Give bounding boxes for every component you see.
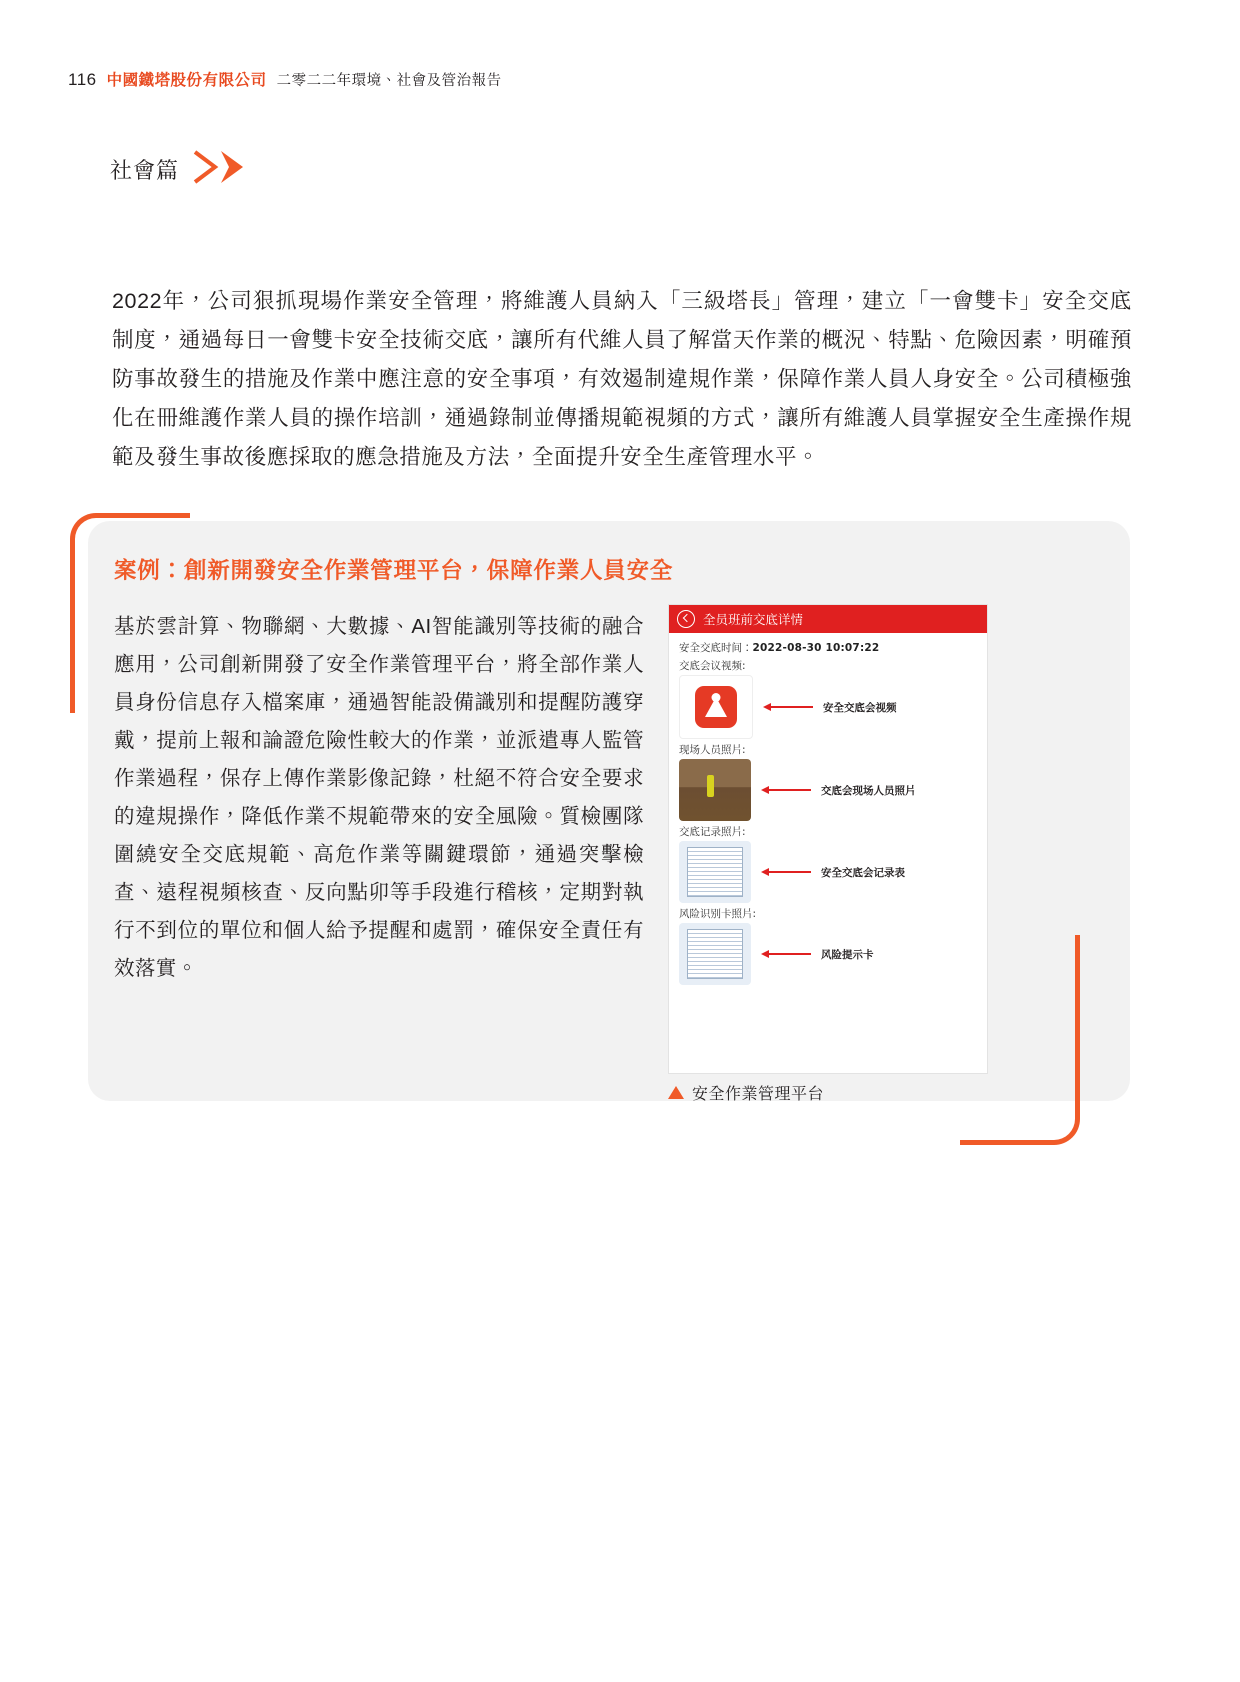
annotation-label-video: 安全交底会视频 <box>823 701 897 714</box>
app-video-icon[interactable] <box>679 675 753 739</box>
meta-time-row <box>679 640 977 655</box>
site-personnel-photo[interactable] <box>679 759 751 821</box>
screenshot-topbar-title: 全员班前交底详情 <box>703 612 804 627</box>
risk-card-photo[interactable] <box>679 923 751 985</box>
back-circle-icon[interactable] <box>677 610 695 628</box>
annotation-arrow-icon <box>757 949 815 959</box>
case-title: 案例：創新開發安全作業管理平台，保障作業人員安全 <box>114 558 674 583</box>
row-video <box>679 675 977 739</box>
row-label-risk: 风险识别卡照片: <box>679 908 757 920</box>
annotation-arrow-icon <box>759 702 817 712</box>
row-label-video: 交底会议视频: <box>679 660 746 672</box>
triangle-marker-icon <box>668 1086 684 1099</box>
annotation-label-risk: 风险提示卡 <box>821 948 874 961</box>
figure-caption-text: 安全作業管理平台 <box>692 1086 825 1103</box>
screenshot-body <box>669 633 987 985</box>
screenshot-topbar <box>669 605 987 633</box>
platform-screenshot <box>668 604 988 1074</box>
section-tag-label: 社會篇 <box>110 158 180 183</box>
row-label-record: 交底记录照片: <box>679 826 746 838</box>
figure-caption <box>668 1081 824 1104</box>
case-body: 基於雲計算、物聯網、大數據、AI智能識別等技術的融合應用，公司創新開發了安全作業管理平台，將全部作業人員身份信息存入檔案庫，通過智能設備識別和提醒防護穿戴，提前上報和論證危險性較大的作業，並派遣專人監管作業過程，保存上傳作業影像記錄，杜絕不符合安全要求的違規操作，降低作業不規範帶來的安全風險。質檢團隊圍繞安全交底規範、高危作業等關鍵環節，通過突擊檢查、遠程視頻核查、反向點卯等手段進行稽核，定期對執行不到位的單位和個人給予提醒和處罰，確保安全責任有效落實。 <box>114 615 644 980</box>
report-title: 二零二二年環境、社會及管治報告 <box>276 73 502 89</box>
annotation-label-record: 安全交底会记录表 <box>821 866 905 879</box>
intro-paragraph: 2022年，公司狠抓現場作業安全管理，將維護人員納入「三級塔長」管理，建立「一會雙卡」安全交底制度，通過每日一會雙卡安全技術交底，讓所有代維人員了解當天作業的概況、特點、危險因素，明確預防事故發生的措施及作業中應注意的安全事項，有效遏制違規作業，保障作業人員人身安全。公司積極強化在冊維護作業人員的操作培訓，通過錄制並傳播規範視頻的方式，讓所有維護人員掌握安全生產操作規範及發生事故後應採取的應急措施及方法，全面提升安全生產管理水平。 <box>112 289 1132 469</box>
meta-time-label: 安全交底时间： <box>679 642 753 654</box>
page-number: 116 <box>68 70 97 89</box>
row-personnel <box>679 759 977 821</box>
page-header <box>68 68 502 90</box>
annotation-arrow-icon <box>757 785 815 795</box>
company-name: 中國鐵塔股份有限公司 <box>106 72 267 89</box>
row-label-personnel: 现场人员照片: <box>679 744 746 756</box>
row-record <box>679 841 977 903</box>
section-tag <box>110 148 253 191</box>
annotation-label-personnel: 交底会现场人员照片 <box>821 784 916 797</box>
row-risk <box>679 923 977 985</box>
record-document-photo[interactable] <box>679 841 751 903</box>
meta-time-value: 2022-08-30 10:07:22 <box>752 642 880 654</box>
annotation-arrow-icon <box>757 867 815 877</box>
double-chevron-right-icon <box>191 148 253 191</box>
